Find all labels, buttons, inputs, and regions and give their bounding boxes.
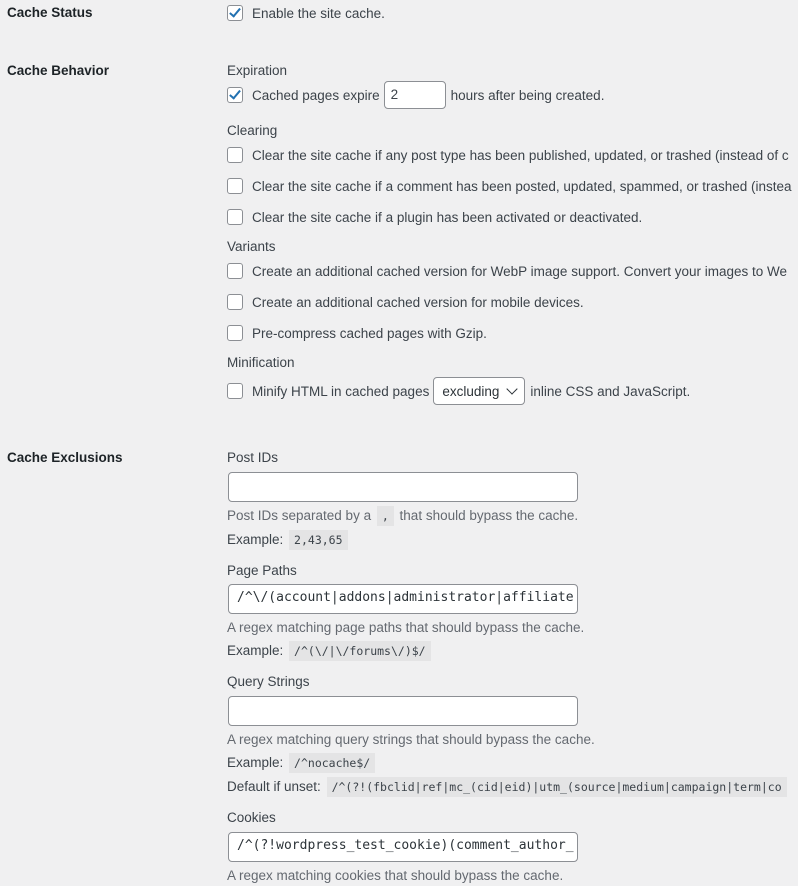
expiration-suffix: hours after being created. [450,87,605,103]
mobile-label: Create an additional cached version for mobile devices. [252,294,584,310]
query-strings-default-code: /^(?!(fbclid|ref|mc_(cid|eid)|utm_(source|medium|campaign|term|co [327,777,787,797]
query-strings-example-label: Example: [227,755,284,770]
webp-checkbox[interactable] [227,263,243,279]
expiration-prefix: Cached pages expire [252,87,380,103]
post-ids-desc-prefix: Post IDs separated by a [227,508,372,523]
webp-label: Create an additional cached version for WebP image support. Convert your images to We [252,263,788,279]
variants-item[interactable] [227,325,487,341]
expiration-checkbox[interactable] [227,87,243,103]
query-strings-heading: Query Strings [227,674,310,689]
post-ids-example-code: 2,43,65 [289,530,347,550]
post-ids-separator-code: , [377,506,394,526]
enable-cache-label: Enable the site cache. [252,5,385,21]
clear-on-post-checkbox[interactable] [227,147,243,163]
clear-on-comment-label: Clear the site cache if a comment has been posted, updated, spammed, or trashed (instea [252,178,792,194]
cache-exclusions-label: Cache Exclusions [7,450,123,465]
query-strings-default-label: Default if unset: [227,779,321,794]
query-strings-example [227,755,377,770]
cookies-input[interactable]: /^(?!wordpress_test_cookie)(comment_author_ [228,832,578,862]
post-ids-description [227,508,578,523]
post-ids-example-label: Example: [227,532,284,547]
clearing-item[interactable] [227,147,789,163]
clearing-item[interactable] [227,178,792,194]
cache-status-label: Cache Status [7,5,93,20]
cookies-description: A regex matching cookies that should bypass the cache. [227,868,564,883]
cache-behavior-label: Cache Behavior [7,63,110,78]
query-strings-input[interactable] [228,696,578,726]
page-paths-input[interactable]: /^\/(account|addons|administrator|affiliate [228,584,578,614]
enable-cache-row[interactable] [227,5,385,21]
page-paths-example [227,643,433,658]
clear-on-comment-checkbox[interactable] [227,178,243,194]
query-strings-default [227,779,789,794]
query-strings-description: A regex matching query strings that should bypass the cache. [227,732,595,747]
page-paths-example-label: Example: [227,643,284,658]
clear-on-post-label: Clear the site cache if any post type has been published, updated, or trashed (instead of c [252,147,789,163]
page-paths-description: A regex matching page paths that should bypass the cache. [227,620,585,635]
variants-item[interactable] [227,294,584,310]
variants-item[interactable] [227,263,787,279]
cookies-heading: Cookies [227,810,276,825]
minification-heading: Minification [227,355,295,370]
clear-on-plugin-label: Clear the site cache if a plugin has been activated or deactivated. [252,209,643,225]
minify-suffix: inline CSS and JavaScript. [530,383,691,399]
minify-mode-value: excluding [442,383,500,399]
post-ids-desc-suffix: that should bypass the cache. [399,508,579,523]
page-paths-example-code: /^(\/|\/forums\/)$/ [289,641,431,661]
minify-checkbox[interactable] [227,383,243,399]
chevron-down-icon [507,383,518,394]
clearing-item[interactable] [227,209,642,225]
gzip-label: Pre-compress cached pages with Gzip. [252,325,487,341]
post-ids-example [227,532,350,547]
post-ids-input[interactable] [228,472,578,502]
expiration-row [227,81,604,109]
minify-mode-select[interactable] [433,377,525,405]
variants-heading: Variants [227,239,276,254]
expiration-heading: Expiration [227,63,288,78]
expiration-hours-input[interactable]: 2 [384,81,446,109]
page-paths-heading: Page Paths [227,563,297,578]
query-strings-example-code: /^nocache$/ [289,753,375,773]
minification-row [227,377,690,405]
clear-on-plugin-checkbox[interactable] [227,209,243,225]
enable-cache-checkbox[interactable] [227,5,243,21]
clearing-heading: Clearing [227,123,278,138]
mobile-checkbox[interactable] [227,294,243,310]
minify-prefix: Minify HTML in cached pages [252,383,430,399]
post-ids-heading: Post IDs [227,450,279,465]
gzip-checkbox[interactable] [227,325,243,341]
